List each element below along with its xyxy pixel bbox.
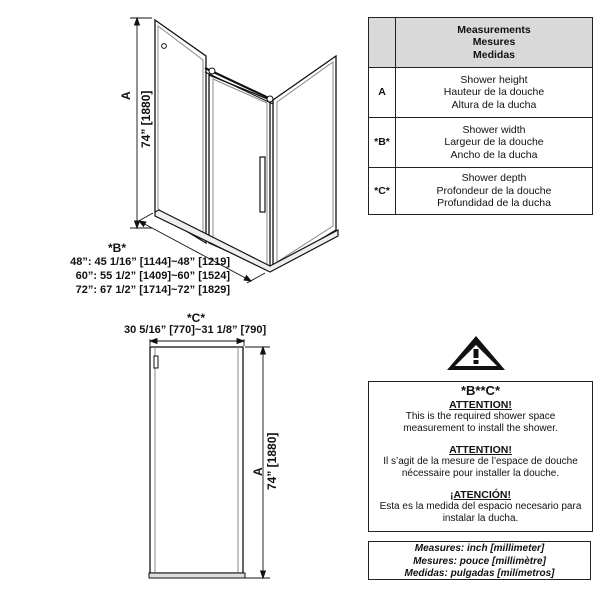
row-desc (396, 118, 593, 168)
attention-text-es-2: instalar la ducha. (442, 513, 519, 524)
row-desc (396, 168, 593, 215)
attention-box (368, 381, 593, 532)
attention-text-fr-2: nécessaire pour installer la douche. (401, 468, 560, 479)
front-base (149, 573, 245, 578)
header-en: Measurements (457, 23, 531, 36)
table-row (369, 68, 593, 118)
depth-value: 30 5/16” [770]~31 1/8” [790] (124, 324, 267, 336)
width-letter: *B* (108, 241, 127, 255)
row-desc (396, 68, 593, 118)
warning-triangle-icon (447, 336, 505, 370)
desc-es: Altura de la ducha (451, 98, 537, 111)
attention-text-en-1: This is the required shower space (405, 411, 556, 422)
desc-en: Shower depth (461, 172, 527, 185)
width-line-72: 72”: 67 1/2” [1714]~72” [1829] (75, 284, 230, 296)
fixed-glass-panel (155, 20, 206, 243)
attention-head-fr: ATTENTION! (449, 444, 512, 456)
width-line-48: 48”: 45 1/16” [1144]~48” [1219] (70, 256, 230, 268)
units-es: Medidas: pulgadas [milímetros] (404, 568, 555, 579)
attention-head-es: ¡ATENCIÓN! (449, 489, 512, 501)
height-letter-bottom: A (251, 467, 265, 476)
attention-text-es-1: Esta es la medida del espacio necesario para (379, 501, 582, 512)
table-row (369, 168, 593, 215)
depth-letter: *C* (187, 311, 206, 325)
row-key: *C* (369, 168, 396, 215)
width-line-60: 60”: 55 1/2” [1409]~60” [1524] (75, 270, 230, 282)
desc-fr: Hauteur de la douche (443, 86, 545, 99)
header-empty-cell (369, 18, 396, 68)
desc-fr: Largeur de la douche (444, 136, 544, 149)
attention-text-fr-1: Il s’agit de la mesure de l’espace de douche (383, 456, 578, 467)
header-cell (396, 18, 593, 68)
door-handle (260, 157, 265, 212)
front-handle (154, 356, 158, 368)
row-key: A (369, 68, 396, 118)
header-es: Medidas (472, 48, 515, 61)
desc-es: Profundidad de la ducha (437, 197, 551, 210)
table-row (369, 118, 593, 168)
desc-es: Ancho de la ducha (450, 148, 538, 161)
header-fr: Mesures (472, 36, 516, 49)
warning-title: *B**C* (460, 383, 500, 398)
wall-bracket (162, 44, 167, 49)
row-key: *B* (369, 118, 396, 168)
depth-dimension-bottom (150, 339, 244, 347)
attention-text-en-2: measurement to install the shower. (403, 423, 558, 434)
height-value-top: 74” [1880] (139, 90, 153, 148)
desc-en: Shower height (460, 73, 528, 86)
desc-en: Shower width (462, 123, 526, 136)
desc-fr: Profondeur de la douche (436, 184, 552, 197)
units-fr: Mesures: pouce [millimètre] (413, 555, 546, 567)
shower-front-panel (150, 347, 243, 573)
units-en: Measures: inch [millimeter] (414, 543, 545, 554)
attention-head-en: ATTENTION! (449, 399, 512, 411)
height-letter-top: A (119, 91, 133, 100)
top-rail (205, 68, 273, 100)
table-header-row (369, 18, 593, 68)
measurements-table (368, 17, 593, 215)
height-value-bottom: 74” [1880] (265, 432, 279, 490)
units-box (368, 541, 591, 580)
